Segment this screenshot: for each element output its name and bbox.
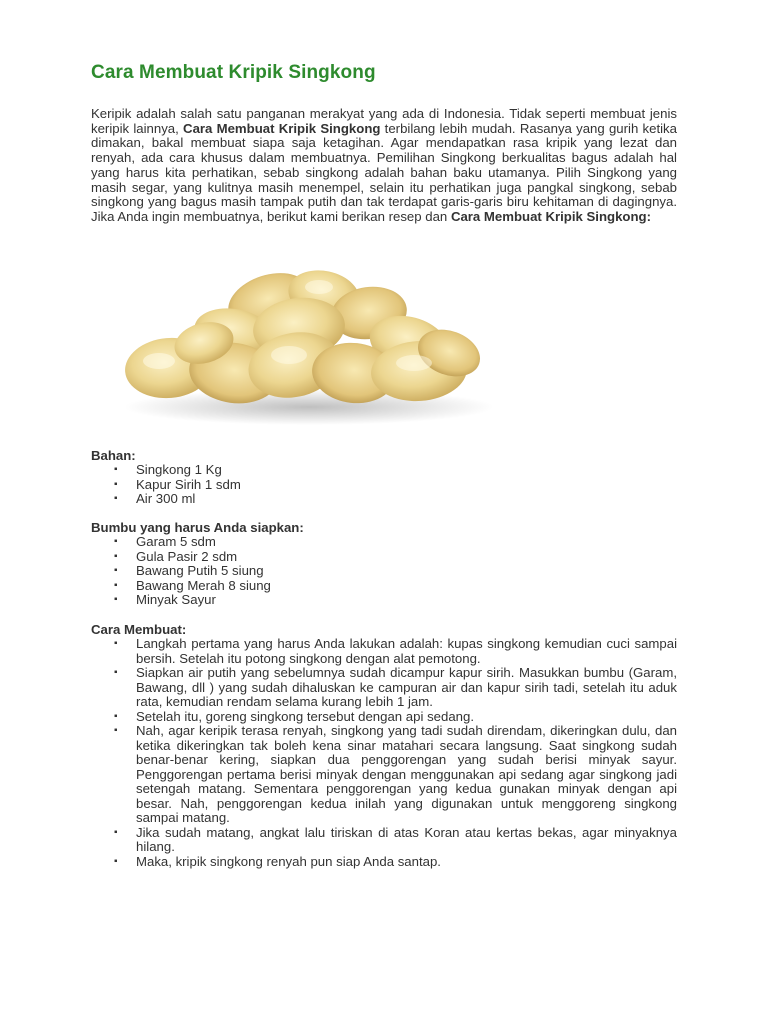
intro-paragraph (91, 107, 677, 225)
list-item: ▪ Air 300 ml (91, 492, 677, 507)
bahan-section (91, 449, 677, 507)
cara-list (91, 637, 677, 869)
intro-text-1: Keripik adalah salah satu panganan merakyat yang ada di Indonesia. Tidak seperti membuat jenis keripik lainnya, (91, 106, 677, 136)
intro-bold-1: Cara Membuat Kripik Singkong (183, 120, 381, 136)
bumbu-section (91, 521, 677, 608)
intro-bold-2: Cara Membuat Kripik Singkong: (450, 208, 651, 224)
intro-text-2: terbilang lebih mudah. Rasanya yang gurih ketika dimakan, bakal membuat siapa saja ketagihan. Agar mendapatkan rasa kripik yang lezat dan renyah, ada cara khusus dalam membuatnya. Pemilihan Singkong berkualitas bagus adalah hal yang harus kita perhatikan, sebab singkong adalah bahan baku utamanya. Pilih Singkong yang masih segar, yang kulitnya masih menempel, selain itu perhatikan juga pangkal singkong, sebab singkong yang bagus masih tampak putih dan tak terdapat garis-garis biru kehitaman di dagingnya. Jika Anda ingin membuatnya, berikut kami berikan resep dan (91, 120, 677, 224)
cassava-chips-image (91, 243, 677, 431)
list-item: ▪ Kapur Sirih 1 sdm (91, 478, 677, 493)
bahan-list (91, 463, 677, 507)
list-item: ▪ Nah, agar keripik terasa renyah, singkong yang tadi sudah direndam, dikeringkan dulu, dan ketika dikeringkan tak boleh kena sinar matahari secara langsung. Saat singkong sudah benar-benar kering, siapkan dua penggorengan yang sudah berisi minyak sayur. Penggorengan pertama berisi minyak dengan menggunakan api sedang agar singkong jadi setengah matang. Sementara penggorengan yang kedua gunakan minyak dengan api besar. Nah, penggorengan kedua inilah yang digunakan untuk menggoreng singkong sampai matang. (91, 724, 677, 826)
list-item: ▪ Minyak Sayur (91, 593, 677, 608)
document-page (91, 58, 677, 869)
cara-heading: Cara Membuat: (91, 621, 187, 637)
list-item: ▪ Garam 5 sdm (91, 535, 677, 550)
chips-illustration (119, 243, 499, 431)
bumbu-heading: Bumbu yang harus Anda siapkan: (91, 519, 304, 535)
list-item: ▪ Langkah pertama yang harus Anda lakukan adalah: kupas singkong kemudian cuci sampai bersih. Setelah itu potong singkong dengan alat pemotong. (91, 637, 677, 666)
page-title: Cara Membuat Kripik Singkong (91, 62, 376, 83)
bahan-heading: Bahan: (91, 447, 136, 463)
list-item: ▪ Maka, kripik singkong renyah pun siap Anda santap. (91, 855, 677, 870)
list-item: ▪ Gula Pasir 2 sdm (91, 550, 677, 565)
list-item: ▪ Siapkan air putih yang sebelumnya sudah dicampur kapur sirih. Masukkan bumbu (Garam, Bawang, dll ) yang sudah dihaluskan ke campuran air dan kapur sirih tadi, setelah itu aduk rata, kemudian rendam selama kurang lebih 1 jam. (91, 666, 677, 710)
cara-section (91, 623, 677, 870)
bumbu-list (91, 535, 677, 608)
list-item: ▪ Singkong 1 Kg (91, 463, 677, 478)
list-item: ▪ Setelah itu, goreng singkong tersebut dengan api sedang. (91, 710, 677, 725)
list-item: ▪ Jika sudah matang, angkat lalu tiriskan di atas Koran atau kertas bekas, agar minyaknya hilang. (91, 826, 677, 855)
list-item: ▪ Bawang Putih 5 siung (91, 564, 677, 579)
list-item: ▪ Bawang Merah 8 siung (91, 579, 677, 594)
